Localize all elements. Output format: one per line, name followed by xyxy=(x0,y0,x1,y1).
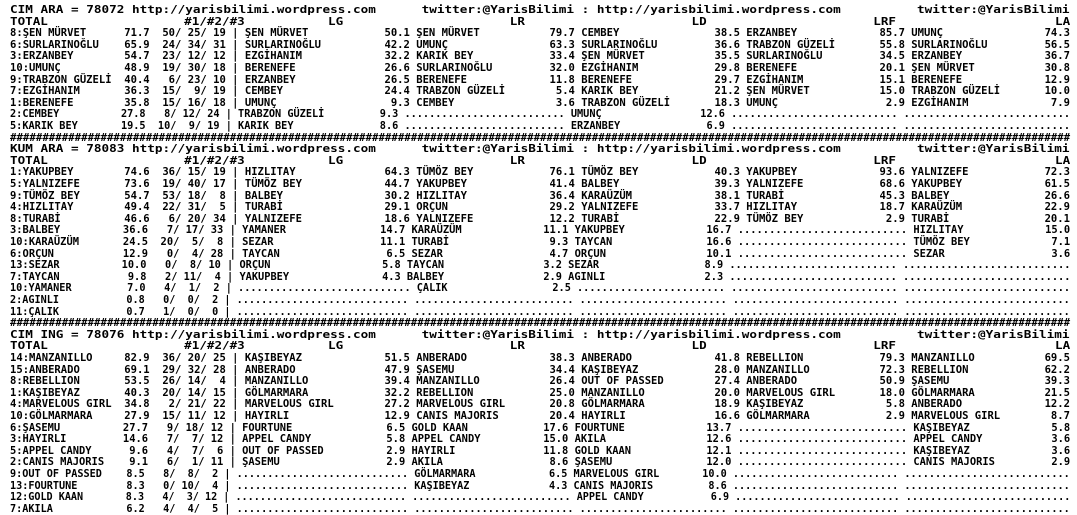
report-row: 10:KARAÜZÜM 24.5 20/ 5/ 8 | SEZAR 11.1 TURABİ 9.3 TAYCAN 16.6 ........................... TÜMÖZ BEY 7.1 xyxy=(10,235,1071,248)
report-row: 3:BALBEY 36.6 7/ 17/ 33 | YAMANER 14.7 KARAÜZÜM 11.1 YAKUPBEY 16.7 ........................... HIZLITAY 15.0 xyxy=(10,223,1071,237)
report-row: 10:UMUNÇ 48.9 19/ 30/ 18 | BERENEFE 26.6 SURLARINOĞLU 32.0 EZGİHANIM 29.8 BERENEFE 20.1 ŞEN MÜRVET 30.8 xyxy=(10,61,1070,74)
report-row: 5:KARIK BEY 19.5 10/ 9/ 19 | KARIK BEY 8.6 .......................... ERZANBEY 6.9 ........................... ........................... xyxy=(10,119,1071,132)
section-separator: #################################################################################################################################################################### xyxy=(10,130,1071,144)
report-row: 2:CEMBEY 27.8 8/ 12/ 24 | TRABZON GÜZELİ 9.3 .......................... UMUNÇ 12.6 ........................... ........................... xyxy=(10,107,1071,121)
report-row: 1:BERENEFE 35.8 15/ 16/ 18 | UMUNÇ 9.3 CEMBEY 3.6 TRABZON GÜZELİ 18.3 UMUNÇ 2.9 EZGİHANIM 7.9 xyxy=(10,95,1070,109)
report-row: 14:MANZANILLO 82.9 36/ 20/ 25 | KAŞIBEYAZ 51.5 ANBERADO 38.3 ANBERADO 41.8 REBELLION 79.3 MANZANILLO 69.5 xyxy=(10,351,1070,364)
report-row: 6:ŞASEMU 27.7 9/ 18/ 12 | FOURTUNE 6.5 GOLD KAAN 17.6 FOURTUNE 13.7 ........................... KAŞIBEYAZ 5.8 xyxy=(10,420,1071,434)
report-row: 3:HAYIRLI 14.6 7/ 7/ 12 | APPEL CANDY 5.8 APPEL CANDY 15.0 AKILA 12.6 ........................... APPEL CANDY 3.6 xyxy=(10,432,1071,446)
report-row: 10:YAMANER 7.0 4/ 1/ 2 | ............................ ÇALIK 2.5 ........................ ........................... ........................... xyxy=(10,281,1071,295)
report-row: 13:SEZAR 10.0 0/ 8/ 10 | ORÇUN 5.8 TAYCAN 3.2 SEZAR 8.9 ........................... ........................... xyxy=(10,258,1071,272)
report-row: 4:MARVELOUS GIRL 34.8 2/ 21/ 22 | MARVELOUS GIRL 27.2 MARVELOUS GIRL 20.8 GÖLMARMARA 18.9 KAŞIBEYAZ 5.8 ANBERADO 12.2 xyxy=(10,397,1070,411)
race-header-line: CIM ARA = 78072 http://yarisbilimi.wordpress.com twitter:@YarisBilimi : http://yarisbilimi.wordpress.com twitter:@YarisBilimi xyxy=(10,3,1070,16)
report-row: 9:TRABZON GÜZELİ 40.4 6/ 23/ 10 | ERZANBEY 26.5 BERENEFE 11.8 BERENEFE 29.7 EZGİHANIM 15.1 BERENEFE 12.9 xyxy=(10,72,1070,86)
report-row: 7:TAYCAN 9.8 2/ 11/ 4 | YAKUPBEY 4.3 BALBEY 2.9 AGINLI 2.3 ........................... ........................... xyxy=(10,269,1071,283)
report-row: 6:ORÇUN 12.9 0/ 4/ 28 | TAYCAN 6.5 SEZAR 4.7 ORÇUN 10.1 ........................... SEZAR 3.6 xyxy=(10,246,1071,260)
report-row: 4:HIZLITAY 49.4 22/ 31/ 5 | TURABİ 29.1 ORÇUN 29.2 YALNIZEFE 33.7 HIZLITAY 18.7 KARAÜZÜM 22.9 xyxy=(10,200,1070,214)
report-row: 5:APPEL CANDY 9.6 4/ 7/ 6 | OUT OF PASSED 2.9 HAYIRLI 11.8 GOLD KAAN 12.1 ........................... KAŞIBEYAZ 3.6 xyxy=(10,443,1071,457)
report-row: 12:GOLD KAAN 8.3 4/ 3/ 12 | ............................ .......................... APPEL CANDY 6.9 ........................... ........................... xyxy=(10,490,1071,504)
report-row: 1:KAŞIBEYAZ 40.3 20/ 14/ 15 | GÖLMARMARA 32.2 REBELLION 25.0 MANZANILLO 20.0 MARVELOUS GIRL 18.0 GÖLMARMARA 21.5 xyxy=(10,385,1070,399)
report-row: 1:YAKUPBEY 74.6 36/ 15/ 19 | HIZLITAY 64.3 TÜMÖZ BEY 76.1 TÜMÖZ BEY 40.3 YAKUPBEY 93.6 YALNIZEFE 72.3 xyxy=(10,165,1070,179)
report-row: 7:AKILA 6.2 4/ 4/ 5 | ............................ .......................... ........................ ........................... ........................... xyxy=(10,501,1070,515)
race-header-line: CIM ING = 78076 http://yarisbilimi.wordpress.com twitter:@YarisBilimi : http://yarisbilimi.wordpress.com twitter:@YarisBilimi xyxy=(10,327,1070,341)
report-row: 13:FOURTUNE 8.3 0/ 10/ 4 | ............................ KAŞIBEYAZ 4.3 CANIS MAJORIS 8.6 ........................... ........................... xyxy=(10,478,1070,492)
report-row: 11:ÇALIK 0.7 1/ 0/ 0 | ............................ .......................... ........................ ........................... ........................... xyxy=(10,304,1070,318)
report-row: 15:ANBERADO 69.1 29/ 32/ 28 | ANBERADO 47.9 ŞASEMU 34.4 KAŞIBEYAZ 28.0 MANZANILLO 72.3 REBELLION 62.2 xyxy=(10,362,1070,376)
report-row: 8:REBELLION 53.5 26/ 14/ 4 | MANZANILLO 39.4 MANZANILLO 26.4 OUT OF PASSED 27.4 ANBERADO 50.9 ŞASEMU 39.3 xyxy=(10,374,1070,388)
report-row: 10:GÖLMARMARA 27.9 15/ 11/ 12 | HAYIRLI 12.9 CANIS MAJORIS 20.4 HAYIRLI 16.6 GÖLMARMARA 2.9 MARVELOUS GIRL 8.7 xyxy=(10,409,1070,422)
report-row: 3:ERZANBEY 54.7 23/ 12/ 12 | EZGİHANIM 32.2 KARIK BEY 33.4 ŞEN MÜRVET 35.5 SURLARINOĞLU 34.5 ERZANBEY 36.7 xyxy=(10,49,1070,63)
report-row: 8:ŞEN MÜRVET 71.7 50/ 25/ 19 | ŞEN MÜRVET 50.1 ŞEN MÜRVET 79.7 CEMBEY 38.5 ERZANBEY 85.7 UMUNÇ 74.3 xyxy=(10,26,1070,40)
report-row: 5:YALNIZEFE 73.6 19/ 40/ 17 | TÜMÖZ BEY 44.7 YAKUPBEY 41.4 BALBEY 39.3 YALNIZEFE 68.6 YAKUPBEY 61.5 xyxy=(10,177,1070,190)
section-separator: #################################################################################################################################################################### xyxy=(10,316,1071,330)
column-header-line: TOTAL #1/#2/#3 LG LR LD LRF LA xyxy=(10,153,1071,167)
column-header-line: TOTAL #1/#2/#3 LG LR LD LRF LA xyxy=(10,339,1071,353)
report-row: 8:TURABİ 46.6 6/ 20/ 34 | YALNIZEFE 18.6 YALNIZEFE 12.2 TURABİ 22.9 TÜMÖZ BEY 2.9 TURABİ 20.1 xyxy=(10,211,1070,225)
report-row: 6:SURLARINOĞLU 65.9 24/ 34/ 31 | SURLARINOĞLU 42.2 UMUNÇ 63.3 SURLARINOĞLU 36.6 TRABZON GÜZELİ 55.8 SURLARINOĞLU 56.5 xyxy=(10,37,1070,51)
column-header-line: TOTAL #1/#2/#3 LG LR LD LRF LA xyxy=(10,14,1071,28)
report-row: 9:TÜMÖZ BEY 54.7 53/ 18/ 8 | BALBEY 30.2 HIZLITAY 36.4 KARAÜZÜM 38.1 TURABİ 45.3 BALBEY 26.6 xyxy=(10,188,1070,202)
report-row: 9:OUT OF PASSED 8.5 8/ 8/ 2 | ............................ GÖLMARMARA 6.5 MARVELOUS GIRL 10.0 ........................... ........................... xyxy=(10,467,1070,480)
report-row: 2:CANIS MAJORIS 9.1 6/ 1/ 11 | ŞASEMU 2.9 AKILA 8.6 ŞASEMU 12.0 ........................... CANIS MAJORIS 2.9 xyxy=(10,455,1071,469)
race-header-line: KUM ARA = 78083 http://yarisbilimi.wordpress.com twitter:@YarisBilimi : http://yarisbilimi.wordpress.com twitter:@YarisBilimi xyxy=(10,142,1070,156)
report-row: 2:AGINLI 0.8 0/ 0/ 2 | ............................ .......................... ........................ ........................... ........................... xyxy=(10,293,1070,306)
report-row: 7:EZGİHANIM 36.3 15/ 9/ 19 | CEMBEY 24.4 TRABZON GÜZELİ 5.4 KARIK BEY 21.2 ŞEN MÜRVET 15.0 TRABZON GÜZELİ 10.0 xyxy=(10,84,1070,98)
